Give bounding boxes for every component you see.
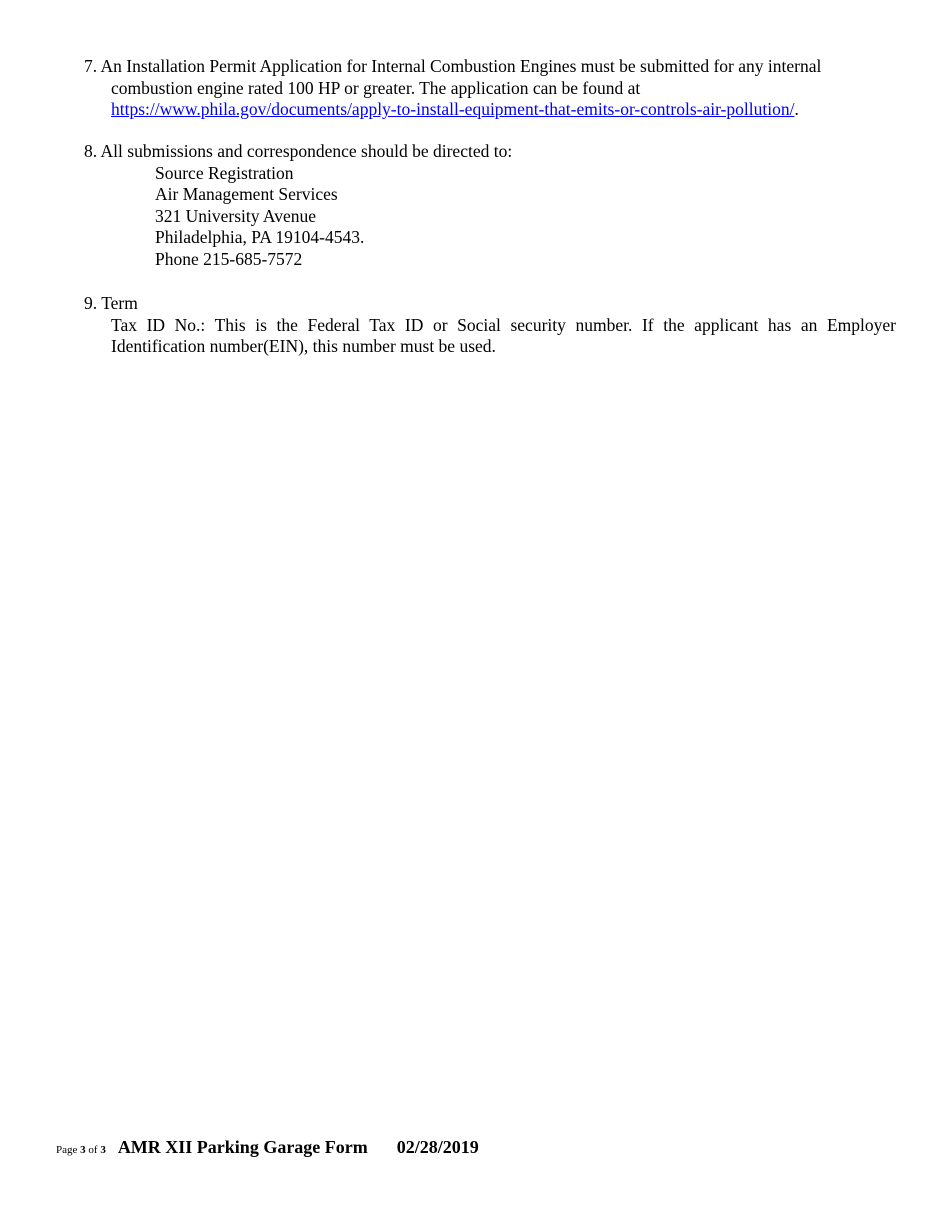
item-7-link-suffix: .: [794, 99, 799, 119]
list-item-7: [84, 56, 896, 121]
item-8-number: 8.: [84, 141, 98, 161]
item-8-intro: All submissions and correspondence should be directed to:: [100, 141, 513, 161]
item-7-link-line: [84, 99, 896, 121]
item-9-heading: Term: [101, 293, 138, 313]
address-phone: Phone 215-685-7572: [155, 248, 303, 269]
address-line: Source Registration: [155, 162, 294, 183]
page-total: 3: [100, 1144, 106, 1156]
page-footer: [56, 1137, 479, 1158]
form-date: 02/28/2019: [396, 1137, 479, 1157]
item-7-line1: An Installation Permit Application for Internal Combustion Engines must be submitted for any internal: [100, 56, 822, 76]
item-7-line2: combustion engine rated 100 HP or greater. The application can be found at: [111, 77, 641, 98]
permit-application-link[interactable]: https://www.phila.gov/documents/apply-to-install-equipment-that-emits-or-controls-air-pollution/: [111, 99, 795, 119]
address-line: Air Management Services: [155, 184, 338, 204]
mailing-address: [84, 163, 896, 271]
item-8-first-line: [84, 141, 896, 163]
list-item-8: [84, 141, 896, 270]
page-label: Page: [56, 1144, 78, 1156]
page-current: 3: [80, 1144, 86, 1156]
page-of: of: [88, 1144, 98, 1156]
address-line: Philadelphia, PA 19104-4543.: [155, 227, 365, 247]
address-line: 321 University Avenue: [155, 205, 317, 226]
item-9-first-line: [84, 293, 896, 315]
list-item-9: [84, 293, 896, 358]
item-7-first-line: [84, 56, 896, 78]
form-title: AMR XII Parking Garage Form: [117, 1137, 368, 1157]
page-number: [56, 1144, 106, 1156]
item-9-body: Tax ID No.: This is the Federal Tax ID or Social security number. If the applicant has an Employer Identification number(EIN), this number must be used.: [111, 314, 896, 356]
item-9-number: 9.: [84, 293, 98, 313]
item-7-number: 7.: [84, 56, 98, 76]
